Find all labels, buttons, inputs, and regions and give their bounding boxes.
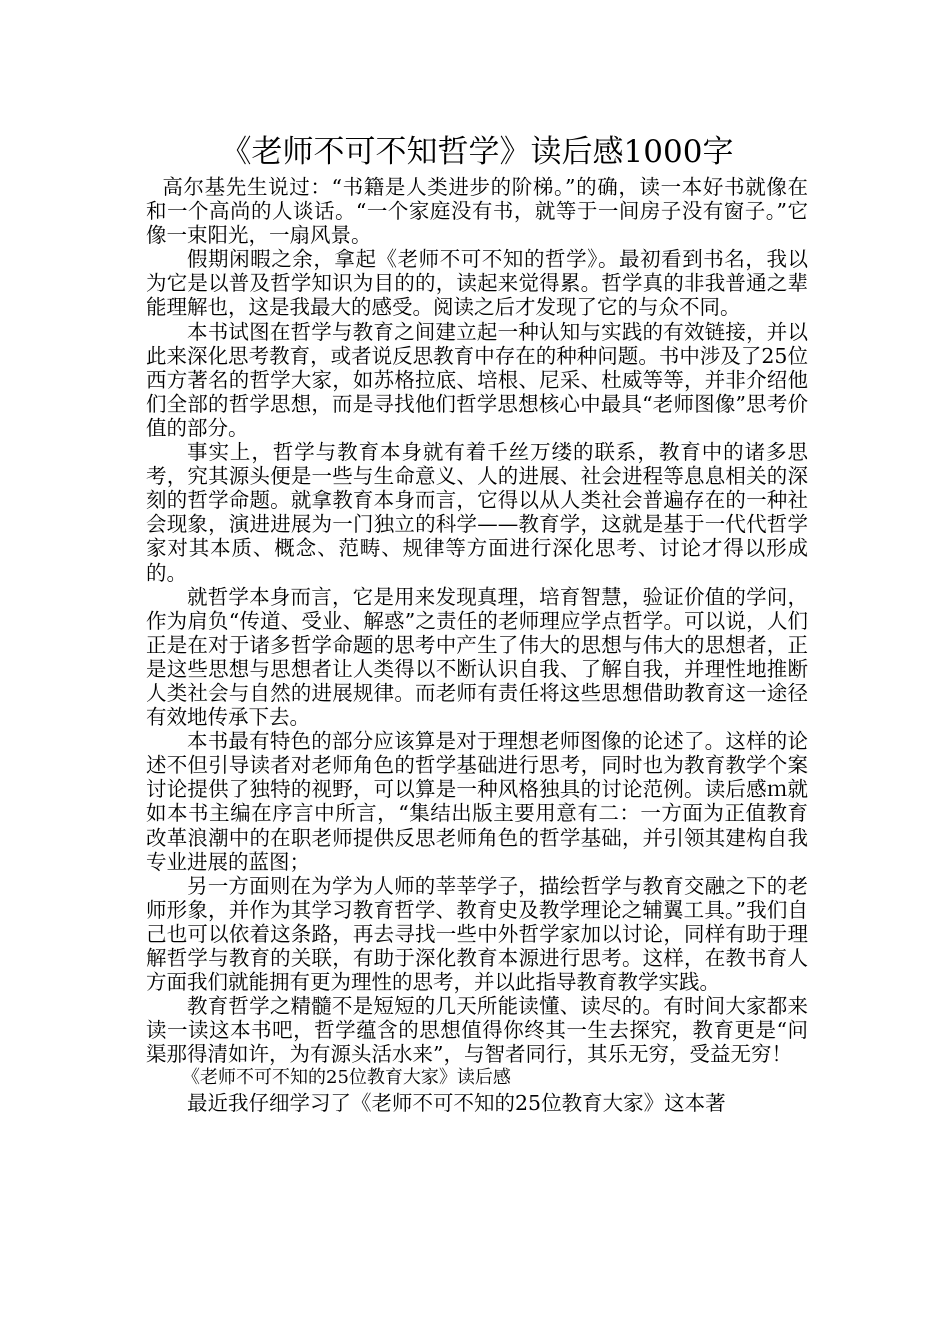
paragraph-4: 事实上，哲学与教育本身就有着千丝万缕的联系，教育中的诸多思考，究其源头便是一些与生命意义、人的进展、社会进程等息息相关的深刻的哲学命题。就拿教育本身而言，它得以从人类社会普遍存在的一种社会现象，演进进展为一门独立的科学——教育学，这就是基于一代代哲学家对其本质、概念、范畴、规律等方面进行深化思考、讨论才得以形成的。 xyxy=(146,440,808,585)
paragraph-5: 就哲学本身而言，它是用来发现真理，培育智慧，验证价值的学问，作为肩负“传道、受业、解惑”之责任的老师理应学点哲学。可以说，人们正是在对于诸多哲学命题的思考中产生了伟大的思想与伟大的思想者，正是这些思想与思想者让人类得以不断认识自我、了解自我，并理性地推断人类社会与自然的进展规律。而老师有责任将这些思想借助教育这一途径有效地传承下去。 xyxy=(146,584,808,730)
paragraph-7: 另一方面则在为学为人师的莘莘学子，描绘哲学与教育交融之下的老师形象，并作为其学习教育哲学、教育史及教学理论之辅翼工具。”我们自己也可以依着这条路，再去寻找一些中外哲学家加以讨论，同样有助于理解哲学与教育的关联，有助于深化教育本源进行思考。这样，在教书育人方面我们就能拥有更为理性的思考，并以此指导教育教学实践。 xyxy=(146,873,808,995)
section-subtitle: 《老师不可不知的25位教育大家》读后感 xyxy=(182,1067,511,1089)
paragraph-2: 假期闲暇之余，拿起《老师不可不知的哲学》。最初看到书名，我以为它是以普及哲学知识为目的的，读起来觉得累。哲学真的非我普通之辈能理解也，这是我最大的感受。阅读之后才发现了它的与众不同。 xyxy=(146,247,808,320)
paragraph-8: 教育哲学之精髓不是短短的几天所能读懂、读尽的。有时间大家都来读一读这本书吧，哲学蕴含的思想值得你终其一生去探究，教育更是“问渠那得清如许，为有源头活水来”，与智者同行，其乐无穷，受益无穷！ xyxy=(146,994,808,1067)
document-title: 《老师不可不知哲学》读后感1000字 xyxy=(220,134,734,170)
paragraph-3: 本书试图在哲学与教育之间建立起一种认知与实践的有效链接，并以此来深化思考教育，或者说反思教育中存在的种种问题。书中涉及了25位西方著名的哲学大家，如苏格拉底、培根、尼采、杜威等等，并非介绍他们全部的哲学思想，而是寻找他们哲学思想核心中最具“老师图像”思考价值的部分。 xyxy=(146,319,808,440)
paragraph-9: 最近我仔细学习了《老师不可不知的25位教育大家》这本著 xyxy=(187,1090,726,1115)
document-body xyxy=(146,132,808,1115)
paragraph-6: 本书最有特色的部分应该算是对于理想老师图像的论述了。这样的论述不但引导读者对老师角色的哲学基础进行思考，同时也为教育教学个案讨论提供了独特的视野，可以算是一种风格独具的讨论范例。读后感ｍ就如本书主编在序言中所言，“集结出版主要用意有二：一方面为正值教育改革浪潮中的在职老师提供反思老师角色的哲学基础，并引领其建构自我专业进展的蓝图； xyxy=(146,729,808,874)
paragraph-1: 高尔基先生说过：“书籍是人类进步的阶梯。”的确，读一本好书就像在和一个高尚的人谈话。“一个家庭没有书，就等于一间房子没有窗子。”它像一束阳光，一扇风景。 xyxy=(146,175,808,248)
